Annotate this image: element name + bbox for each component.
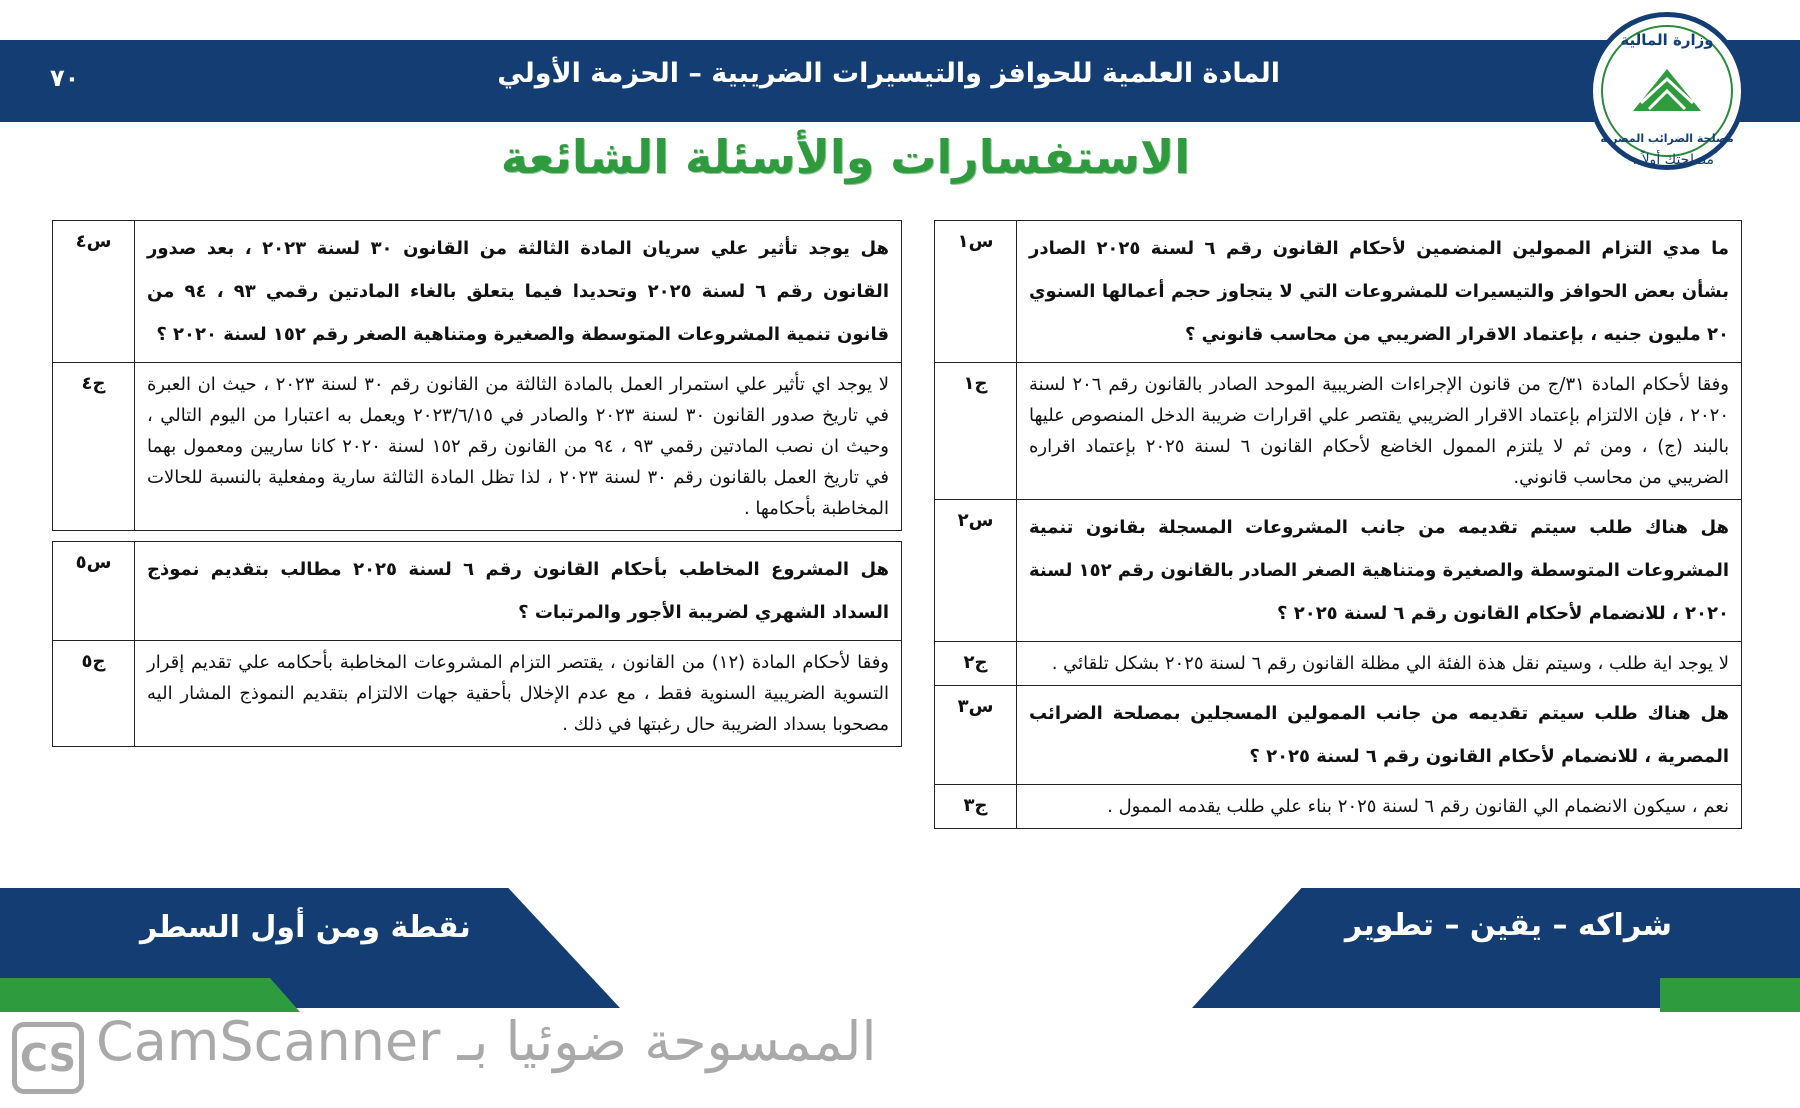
answer-text: وفقا لأحكام المادة ٣١/ج من قانون الإجراءات الضريبية الموحد الصادر بالقانون رقم ٢٠٦ لسنة ٢٠٢٠ ، فإن الالتزام بإعتماد الاقرار الضريبي يقتصر علي اقرارات ضريبة الدخل المنصوص عليها بالبند (ج) ، ومن ثم لا يلتزم الممول الخاضع لأحكام القانون ٦ لسنة ٢٠٢٥ بإعتماد اقراره الضريبي من محاسب قانوني.	[1017, 363, 1742, 500]
qa-row	[935, 686, 1742, 785]
section-title: الاستفسارات والأسئلة الشائعة	[500, 130, 1190, 184]
ministry-logo	[1588, 12, 1746, 170]
question-label: س١	[935, 221, 1017, 363]
question-text: هل المشروع المخاطب بأحكام القانون رقم ٦ لسنة ٢٠٢٥ مطالب بتقديم نموذج السداد الشهري لضريبة الأجور والمرتبات ؟	[135, 542, 902, 641]
answer-label: ج٤	[53, 363, 135, 531]
question-label: س٣	[935, 686, 1017, 785]
answer-label: ج٣	[935, 785, 1017, 829]
answer-label: ج٢	[935, 642, 1017, 686]
answer-text: وفقا لأحكام المادة (١٢) من القانون ، يقتصر التزام المشروعات المخاطبة بأحكامه علي تقديم إقرار التسوية الضريبية السنوية فقط ، مع عدم الإخلال بأحقية جهات الالتزام بتقديم النموذج المشار اليه مصحوبا بسداد الضريبة حال رغبتها في ذلك .	[135, 641, 902, 747]
answer-text: لا يوجد اية طلب ، وسيتم نقل هذة الفئة الي مظلة القانون رقم ٦ لسنة ٢٠٢٥ بشكل تلقائي .	[1017, 642, 1742, 686]
qa-table-left	[52, 220, 902, 531]
footer-green-stripe-right	[1660, 978, 1800, 1012]
question-text: هل هناك طلب سيتم تقديمه من جانب الممولين المسجلين بمصلحة الضرائب المصرية ، للانضمام لأحكام القانون رقم ٦ لسنة ٢٠٢٥ ؟	[1017, 686, 1742, 785]
page-number: ٧٠	[50, 64, 80, 92]
scanner-watermark: الممسوحة ضوئيا بـ CamScanner	[96, 1010, 877, 1073]
qa-table-right	[934, 220, 1742, 829]
question-label: س٤	[53, 221, 135, 363]
footer-right-text: شراكه – يقين – تطوير	[1344, 908, 1672, 943]
answer-label: ج١	[935, 363, 1017, 500]
qa-row	[935, 500, 1742, 642]
qa-table-left-lower	[52, 541, 902, 747]
qa-row	[935, 642, 1742, 686]
footer-green-stripe-left	[0, 978, 300, 1012]
qa-row	[935, 785, 1742, 829]
question-text: ما مدي التزام الممولين المنضمين لأحكام القانون رقم ٦ لسنة ٢٠٢٥ الصادر بشأن بعض الحوافز والتيسيرات للمشروعات التي لا يتجاوز حجم أعمالها السنوي ٢٠ مليون جنيه ، بإعتماد الاقرار الضريبي من محاسب قانوني ؟	[1017, 221, 1742, 363]
qa-row	[935, 221, 1742, 363]
question-text: هل هناك طلب سيتم تقديمه من جانب المشروعات المسجلة بقانون تنمية المشروعات المتوسطة والصغيرة ومتناهية الصغر الصادر بالقانون رقم ١٥٢ لسنة ٢٠٢٠ ، للانضمام لأحكام القانون رقم ٦ لسنة ٢٠٢٥ ؟	[1017, 500, 1742, 642]
question-text: هل يوجد تأثير علي سريان المادة الثالثة من القانون ٣٠ لسنة ٢٠٢٣ ، بعد صدور القانون رقم ٦ لسنة ٢٠٢٥ وتحديدا فيما يتعلق بالغاء المادتين رقمي ٩٣ ، ٩٤ من قانون تنمية المشروعات المتوسطة والصغيرة ومتناهية الصغر رقم ١٥٢ لسنة ٢٠٢٠ ؟	[135, 221, 902, 363]
logo-top-text: وزارة المالية	[1620, 31, 1714, 49]
question-label: س٢	[935, 500, 1017, 642]
qa-row	[935, 363, 1742, 500]
header-title: المادة العلمية للحوافز والتيسيرات الضريبية – الحزمة الأولي	[497, 58, 1280, 89]
logo-bottom-text: مصلحة الضرائب المصرية	[1600, 132, 1734, 145]
answer-label: ج٥	[53, 641, 135, 747]
qa-column-left	[52, 220, 902, 747]
answer-text: نعم ، سيكون الانضمام الي القانون رقم ٦ لسنة ٢٠٢٥ بناء علي طلب يقدمه الممول .	[1017, 785, 1742, 829]
pyramid-icon	[1631, 67, 1703, 115]
answer-text: لا يوجد اي تأثير علي استمرار العمل بالمادة الثالثة من القانون رقم ٣٠ لسنة ٢٠٢٣ ، حيث ان العبرة في تاريخ صدور القانون ٣٠ لسنة ٢٠٢٣ والصادر في ٢٠٢٣/٦/١٥ ويعمل به اعتبارا من اليوم التالي ، وحيث ان نصب المادتين رقمي ٩٣ ، ٩٤ من القانون رقم ١٥٢ لسنة ٢٠٢٠ كانا ساريين ومعمول بهما في تاريخ العمل بالقانون رقم ٣٠ لسنة ٢٠٢٣ ، لذا تظل المادة الثالثة سارية ومفعلية بالنسبة للحالات المخاطبة بأحكامها .	[135, 363, 902, 531]
qa-row	[53, 542, 902, 641]
logo-slogan: مصلحتك أولاً..	[1632, 152, 1714, 168]
qa-row	[53, 221, 902, 363]
camscanner-logo-icon: CS	[12, 1022, 84, 1094]
qa-column-right	[934, 220, 1742, 829]
qa-row	[53, 641, 902, 747]
question-label: س٥	[53, 542, 135, 641]
footer-left-text: نقطة ومن أول السطر	[140, 910, 471, 945]
qa-row	[53, 363, 902, 531]
